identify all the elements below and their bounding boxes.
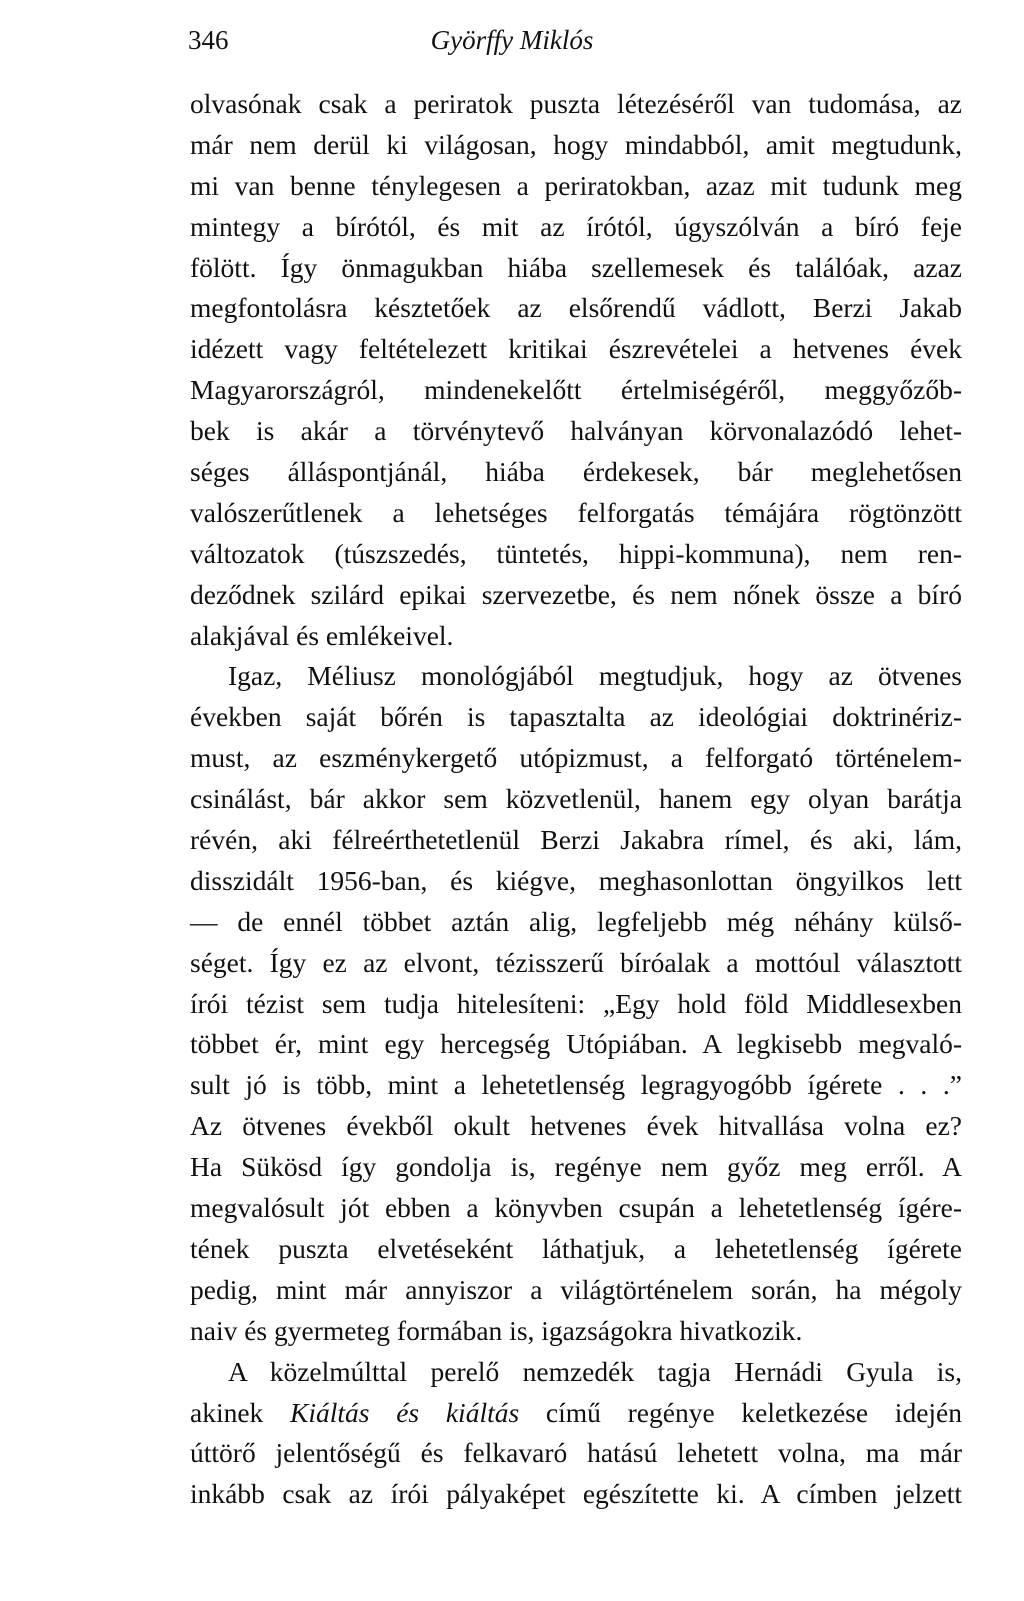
text-line: valószerűtlenek a lehetséges felforgatás témájára rögtönzött bbox=[190, 496, 962, 528]
text-line: idézett vagy feltételezett kritikai észrevételei a hetvenes évek bbox=[190, 333, 962, 365]
paragraph-3 bbox=[190, 1352, 962, 1516]
text-segment: akinek bbox=[190, 1396, 291, 1428]
text-line: tének puszta elvetéseként láthatjuk, a lehetetlenség ígérete bbox=[190, 1232, 962, 1264]
text-line: A közelmúlttal perelő nemzedék tagja Hernádi Gyula is, bbox=[228, 1355, 962, 1387]
body-text bbox=[190, 84, 962, 1515]
text-line: disszidált 1956-ban, és kiégve, meghasonlottan öngyilkos lett bbox=[190, 864, 962, 896]
text-line: Az ötvenes évekből okult hetvenes évek hitvallása volna ez? bbox=[190, 1110, 962, 1142]
text-line: révén, aki félreérthetetlenül Berzi Jakabra rímel, és aki, lám, bbox=[190, 824, 962, 856]
text-line: naiv és gyermeteg formában is, igazságokra hivatkozik. bbox=[190, 1314, 803, 1346]
text-line: Igaz, Méliusz monológjából megtudjuk, hogy az ötvenes bbox=[228, 660, 962, 692]
text-line: megvalósult jót ebben a könyvben csupán a lehetetlenség ígére- bbox=[190, 1192, 962, 1224]
text-line: — de ennél többet aztán alig, legfeljebb még néhány külső- bbox=[190, 905, 962, 937]
text-line: írói tézist sem tudja hitelesíteni: „Egy hold föld Middlesexben bbox=[190, 987, 962, 1019]
text-line: megfontolásra késztetőek az elsőrendű vádlott, Berzi Jakab bbox=[190, 292, 962, 324]
text-line: mintegy a bírótól, és mit az írótól, úgyszólván a bíró feje bbox=[190, 210, 962, 242]
text-line: bek is akár a törvénytevő halványan körvonalazódó lehet- bbox=[190, 415, 962, 447]
text-line: már nem derül ki világosan, hogy mindabból, amit megtudunk, bbox=[190, 128, 962, 160]
text-line: változatok (túszszedés, tüntetés, hippi-kommuna), nem ren- bbox=[190, 537, 962, 569]
text-segment: című regénye keletkezése idején bbox=[519, 1396, 963, 1428]
text-line: must, az eszménykergető utópizmust, a felforgató történelem- bbox=[190, 742, 962, 774]
text-line-with-title bbox=[190, 1393, 962, 1434]
text-line: séget. Így ez az elvont, tézisszerű bíróalak a mottóul választott bbox=[190, 946, 962, 978]
text-line: években saját bőrén is tapasztalta az ideológiai doktrinériz- bbox=[190, 701, 962, 733]
paragraph-1 bbox=[190, 84, 962, 656]
page-number: 346 bbox=[188, 25, 229, 55]
page-header bbox=[0, 22, 1024, 58]
text-line: Ha Sükösd így gondolja is, regénye nem győz meg erről. A bbox=[190, 1151, 962, 1183]
text-line: olvasónak csak a periratok puszta létezéséről van tudomása, az bbox=[190, 88, 962, 119]
text-line: pedig, mint már annyiszor a világtörténelem során, ha mégoly bbox=[190, 1273, 962, 1305]
text-line: alakjával és emlékeivel. bbox=[190, 619, 454, 651]
text-line: úttörő jelentőségű és felkavaró hatású lehetett volna, ma már bbox=[190, 1437, 962, 1469]
text-line: sult jó is több, mint a lehetetlenség legragyogóbb ígérete . . .” bbox=[190, 1069, 962, 1101]
text-line: deződnek szilárd epikai szervezetbe, és nem nőnek össze a bíró bbox=[190, 578, 962, 610]
text-line: mi van benne ténylegesen a periratokban, azaz mit tudunk meg bbox=[190, 169, 962, 201]
text-line: csinálást, bár akkor sem közvetlenül, hanem egy olyan barátja bbox=[190, 783, 962, 815]
paragraph-2 bbox=[190, 656, 962, 1351]
text-line: többet ér, mint egy hercegség Utópiában. A legkisebb megvaló- bbox=[190, 1028, 962, 1060]
book-title: Kiáltás és kiáltás bbox=[290, 1396, 520, 1428]
text-line: Magyarországról, mindenekelőtt értelmiségéről, meggyőzőb- bbox=[190, 374, 962, 406]
text-line: séges álláspontjánál, hiába érdekesek, bár meglehetősen bbox=[190, 456, 962, 488]
text-line: fölött. Így önmagukban hiába szellemesek és találóak, azaz bbox=[190, 251, 962, 283]
running-head-author: Györffy Miklós bbox=[430, 25, 594, 55]
text-line: inkább csak az írói pályaképet egészítette ki. A címben jelzett bbox=[190, 1478, 962, 1510]
